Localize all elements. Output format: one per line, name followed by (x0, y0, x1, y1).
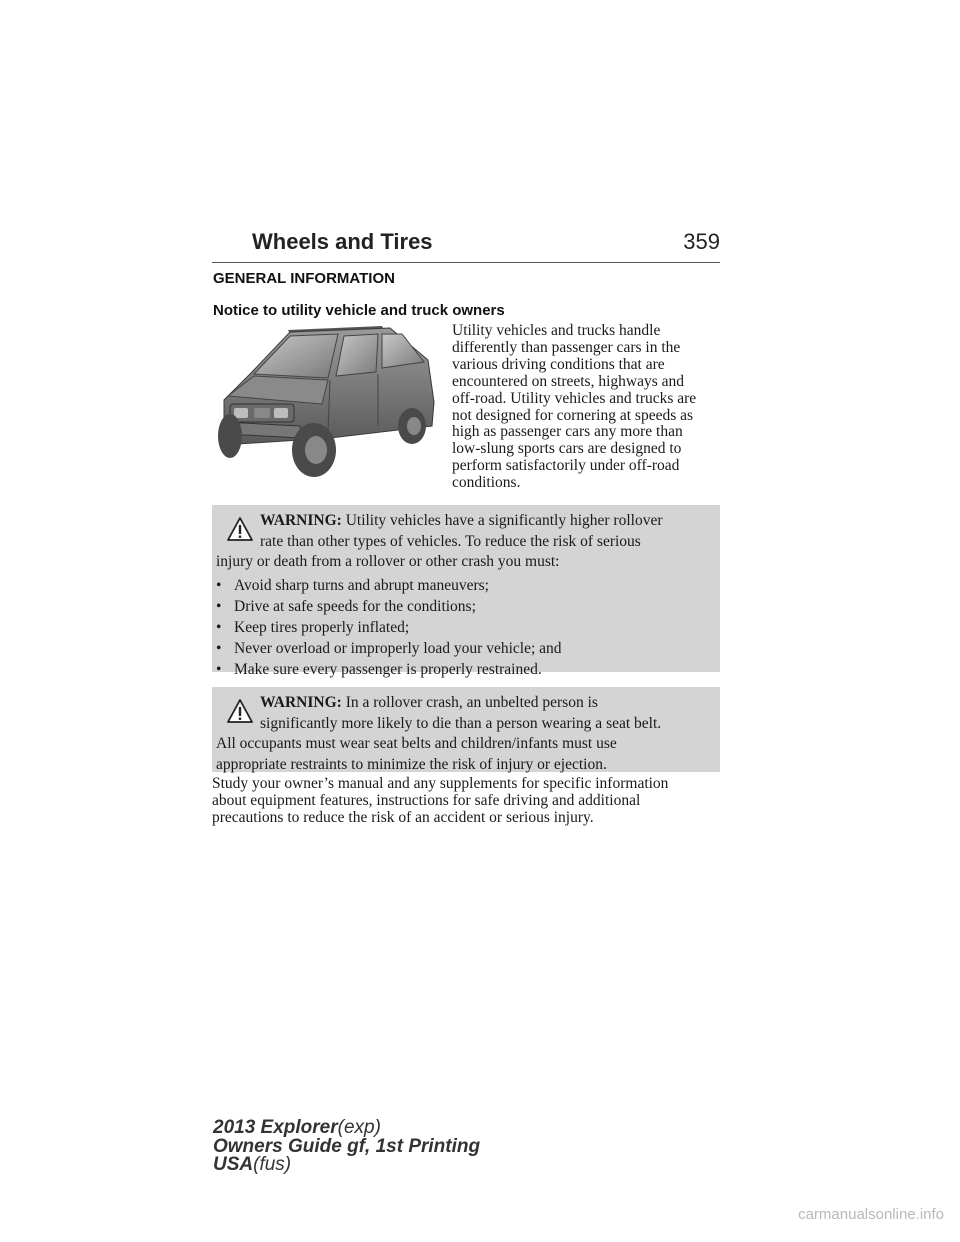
rollover-warning-box (212, 505, 720, 678)
warning-text: injury or death from a rollover or other crash you must: (216, 553, 560, 570)
warning-lead (260, 693, 716, 714)
warning-bullet-list (216, 575, 716, 680)
list-item: • Avoid sharp turns and abrupt maneuvers; (216, 576, 489, 594)
warning-text: significantly more likely to die than a person wearing a seat belt. (260, 714, 662, 732)
page-header (212, 228, 720, 263)
intro-line: conditions. (452, 474, 521, 492)
list-item: • Never overload or improperly load your vehicle; and (216, 639, 562, 657)
intro-line: differently than passenger cars in the (452, 338, 681, 356)
closing-line: Study your owner’s manual and any supplements for specific information (212, 775, 669, 792)
intro-line: low-slung sports cars are designed to (452, 440, 682, 458)
page-number: 359 (683, 229, 720, 254)
warning-label: WARNING: (260, 694, 342, 711)
closing-line: precautions to reduce the risk of an accident or serious injury. (212, 808, 594, 826)
warning-text: In a rollover crash, an unbelted person is (345, 694, 598, 711)
warning-label: WARNING: (260, 512, 342, 529)
intro-line: not designed for cornering at speeds as (452, 406, 694, 424)
watermark: carmanualsonline.info (798, 1206, 944, 1223)
intro-line: encountered on streets, highways and (452, 372, 685, 390)
footer-line: USA(fus) (213, 1154, 292, 1175)
warning-text: All occupants must wear seat belts and children/infants must use (216, 735, 617, 752)
print-footer (213, 1119, 480, 1175)
intro-line: perform satisfactorily under off-road (452, 457, 680, 475)
subheading: Notice to utility vehicle and truck owners (213, 302, 505, 319)
chapter-title: Wheels and Tires (252, 229, 433, 254)
section-heading: GENERAL INFORMATION (213, 270, 395, 287)
warning-lead (260, 511, 716, 532)
list-item: • Make sure every passenger is properly restrained. (216, 660, 542, 678)
footer-line: Owners Guide gf, 1st Printing (213, 1135, 481, 1157)
footer-line: 2013 Explorer(exp) (213, 1117, 381, 1138)
list-item: • Keep tires properly inflated; (216, 618, 410, 636)
utility-vehicle-illustration (210, 322, 440, 480)
warning-text: appropriate restraints to minimize the risk of injury or ejection. (216, 755, 607, 773)
closing-paragraph (212, 776, 722, 827)
seatbelt-warning-box (212, 687, 720, 772)
warning-triangle-icon (227, 699, 253, 723)
warning-text: rate than other types of vehicles. To reduce the risk of serious (260, 532, 641, 550)
intro-line: various driving conditions that are (452, 355, 665, 373)
intro-line: Utility vehicles and trucks handle (452, 322, 661, 339)
intro-line: off-road. Utility vehicles and trucks are (452, 389, 697, 407)
intro-paragraph (452, 323, 722, 492)
list-item: • Drive at safe speeds for the conditions; (216, 597, 476, 615)
warning-text: Utility vehicles have a significantly higher rollover (345, 512, 663, 529)
closing-line: about equipment features, instructions for safe driving and additional (212, 791, 641, 809)
intro-line: high as passenger cars any more than (452, 423, 683, 441)
warning-triangle-icon (227, 517, 253, 541)
